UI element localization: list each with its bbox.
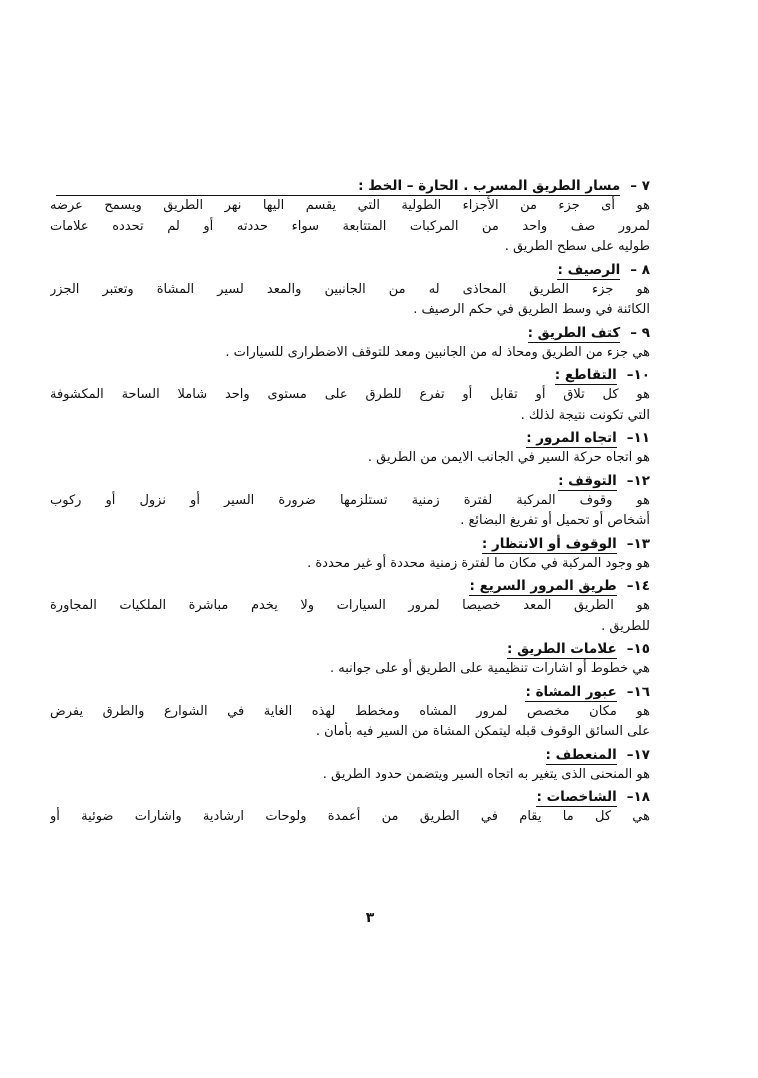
entry-title: التوقف : xyxy=(558,472,617,489)
definition-entry-parking xyxy=(50,534,650,575)
entry-number: ١٢– xyxy=(626,472,650,489)
entry-text-line: الكائنة في وسط الطريق في حكم الرصيف . xyxy=(413,302,650,317)
definition-entry-stopping xyxy=(50,471,650,532)
entry-text-line: على السائق الوقوف قبله ليتمكن المشاة من السير فيه بأمان . xyxy=(315,724,650,739)
entry-number: ٨ – xyxy=(630,261,650,278)
entry-text-line: هو وجود المركبة في مكان ما لفترة زمنية محددة أو غير محددة . xyxy=(307,555,650,571)
entry-number: ٩ – xyxy=(630,324,650,341)
definition-entry-road-markings xyxy=(50,639,650,680)
entry-heading xyxy=(50,639,650,659)
entry-heading xyxy=(50,471,650,491)
entry-number: ١١– xyxy=(626,430,650,446)
entry-text-line: التي تكونت نتيجة لذلك . xyxy=(520,407,650,423)
entry-number: ١٤– xyxy=(626,578,650,594)
definition-entry-intersection xyxy=(50,365,650,426)
entry-text-line: أشخاص أو تحميل أو تفريغ البضائع . xyxy=(460,513,650,528)
definition-entry-road-signs xyxy=(50,787,650,828)
entry-heading xyxy=(50,534,650,554)
entry-heading xyxy=(50,365,650,385)
entry-text-line: هي كل ما يقام في الطريق من أعمدة ولوحات ارشادية واشارات ضوئية أو xyxy=(50,809,650,824)
entry-title: الشاخصات : xyxy=(536,789,617,805)
entry-heading xyxy=(50,323,650,343)
entry-text-line: هو جزء الطريق المحاذى له من الجانبين والمعد لسير المشاة وتعتبر الجزر xyxy=(50,281,650,297)
entry-text-line: لمرور صف واحد من المركبات المتتابعة سواء حددته أو لم تحدده علامات xyxy=(50,218,650,234)
entry-number: ١٨– xyxy=(626,789,650,805)
entry-number: ١٧– xyxy=(626,746,650,763)
entry-heading xyxy=(50,428,650,448)
entry-text-line: هو كل تلاق أو تقابل أو تفرع للطرق على مستوى واحد شاملا الساحة المكشوفة xyxy=(50,387,650,402)
entry-title: كتف الطريق : xyxy=(527,324,621,341)
entry-text-line: هو أى جزء من الأجزاء الطولية التي يقسم اليها نهر الطريق ويسمح عرضه xyxy=(50,198,650,213)
entry-title: اتجاه المرور : xyxy=(526,430,617,446)
definition-entry-pedestrian-crossing xyxy=(50,682,650,743)
entry-text-line: للطريق . xyxy=(601,618,650,634)
entry-heading xyxy=(50,787,650,807)
document-page xyxy=(50,176,650,828)
entry-text-line: هي خطوط أو اشارات تنظيمية على الطريق أو على جوانبه . xyxy=(329,661,650,676)
entry-number: ٧ – xyxy=(630,178,650,194)
definition-entry-lane xyxy=(50,176,650,258)
entry-title: الوقوف أو الانتظار : xyxy=(481,535,617,552)
entry-number: ١٣– xyxy=(626,535,650,552)
definition-entry-traffic-direction xyxy=(50,428,650,469)
entry-title: المنعطف : xyxy=(545,746,617,763)
entry-text-line: هي جزء من الطريق ومحاذ له من الجانبين ومعد للتوقف الاضطرارى للسيارات . xyxy=(225,344,650,360)
definition-entry-curve xyxy=(50,745,650,786)
definition-entry-sidewalk xyxy=(50,260,650,321)
entry-title: طريق المرور السريع : xyxy=(469,578,617,594)
definition-entry-expressway xyxy=(50,576,650,637)
entry-heading xyxy=(50,176,650,196)
page-number: ٣ xyxy=(365,910,375,926)
entry-title: مسار الطريق المسرب . الحارة – الخط : xyxy=(56,179,620,196)
entry-heading xyxy=(50,576,650,596)
entry-heading xyxy=(50,260,650,280)
entry-text-line: هو وقوف المركبة لفترة زمنية تستلزمها ضرورة السير أو نزول أو ركوب xyxy=(50,492,650,508)
entry-text-line: هو مكان مخصص لمرور المشاه ومخطط لهذه الغاية في الشوارع والطرق يفرض xyxy=(50,703,650,719)
entry-title: الرصيف : xyxy=(557,261,621,278)
entry-heading xyxy=(50,682,650,702)
entry-title: عبور المشاة : xyxy=(525,683,617,700)
entry-title: علامات الطريق : xyxy=(507,641,617,657)
entry-title: التقاطع : xyxy=(554,367,617,383)
entry-number: ١٥– xyxy=(626,641,650,657)
entry-number: ١٦– xyxy=(626,683,650,700)
entry-text-line: هو الطريق المعد خصيصا لمرور السيارات ولا يخدم مباشرة الملكيات المجاورة xyxy=(50,598,650,613)
entry-text-line: هو المنحنى الذى يتغير به اتجاه السير ويتضمن حدود الطريق . xyxy=(322,766,650,782)
entry-text-line: هو اتجاه حركة السير في الجانب الايمن من الطريق . xyxy=(367,450,650,465)
definition-entry-road-shoulder xyxy=(50,323,650,364)
entry-heading xyxy=(50,745,650,765)
entry-text-line: طوليه على سطح الطريق . xyxy=(504,239,650,254)
entry-number: ١٠– xyxy=(626,367,650,383)
